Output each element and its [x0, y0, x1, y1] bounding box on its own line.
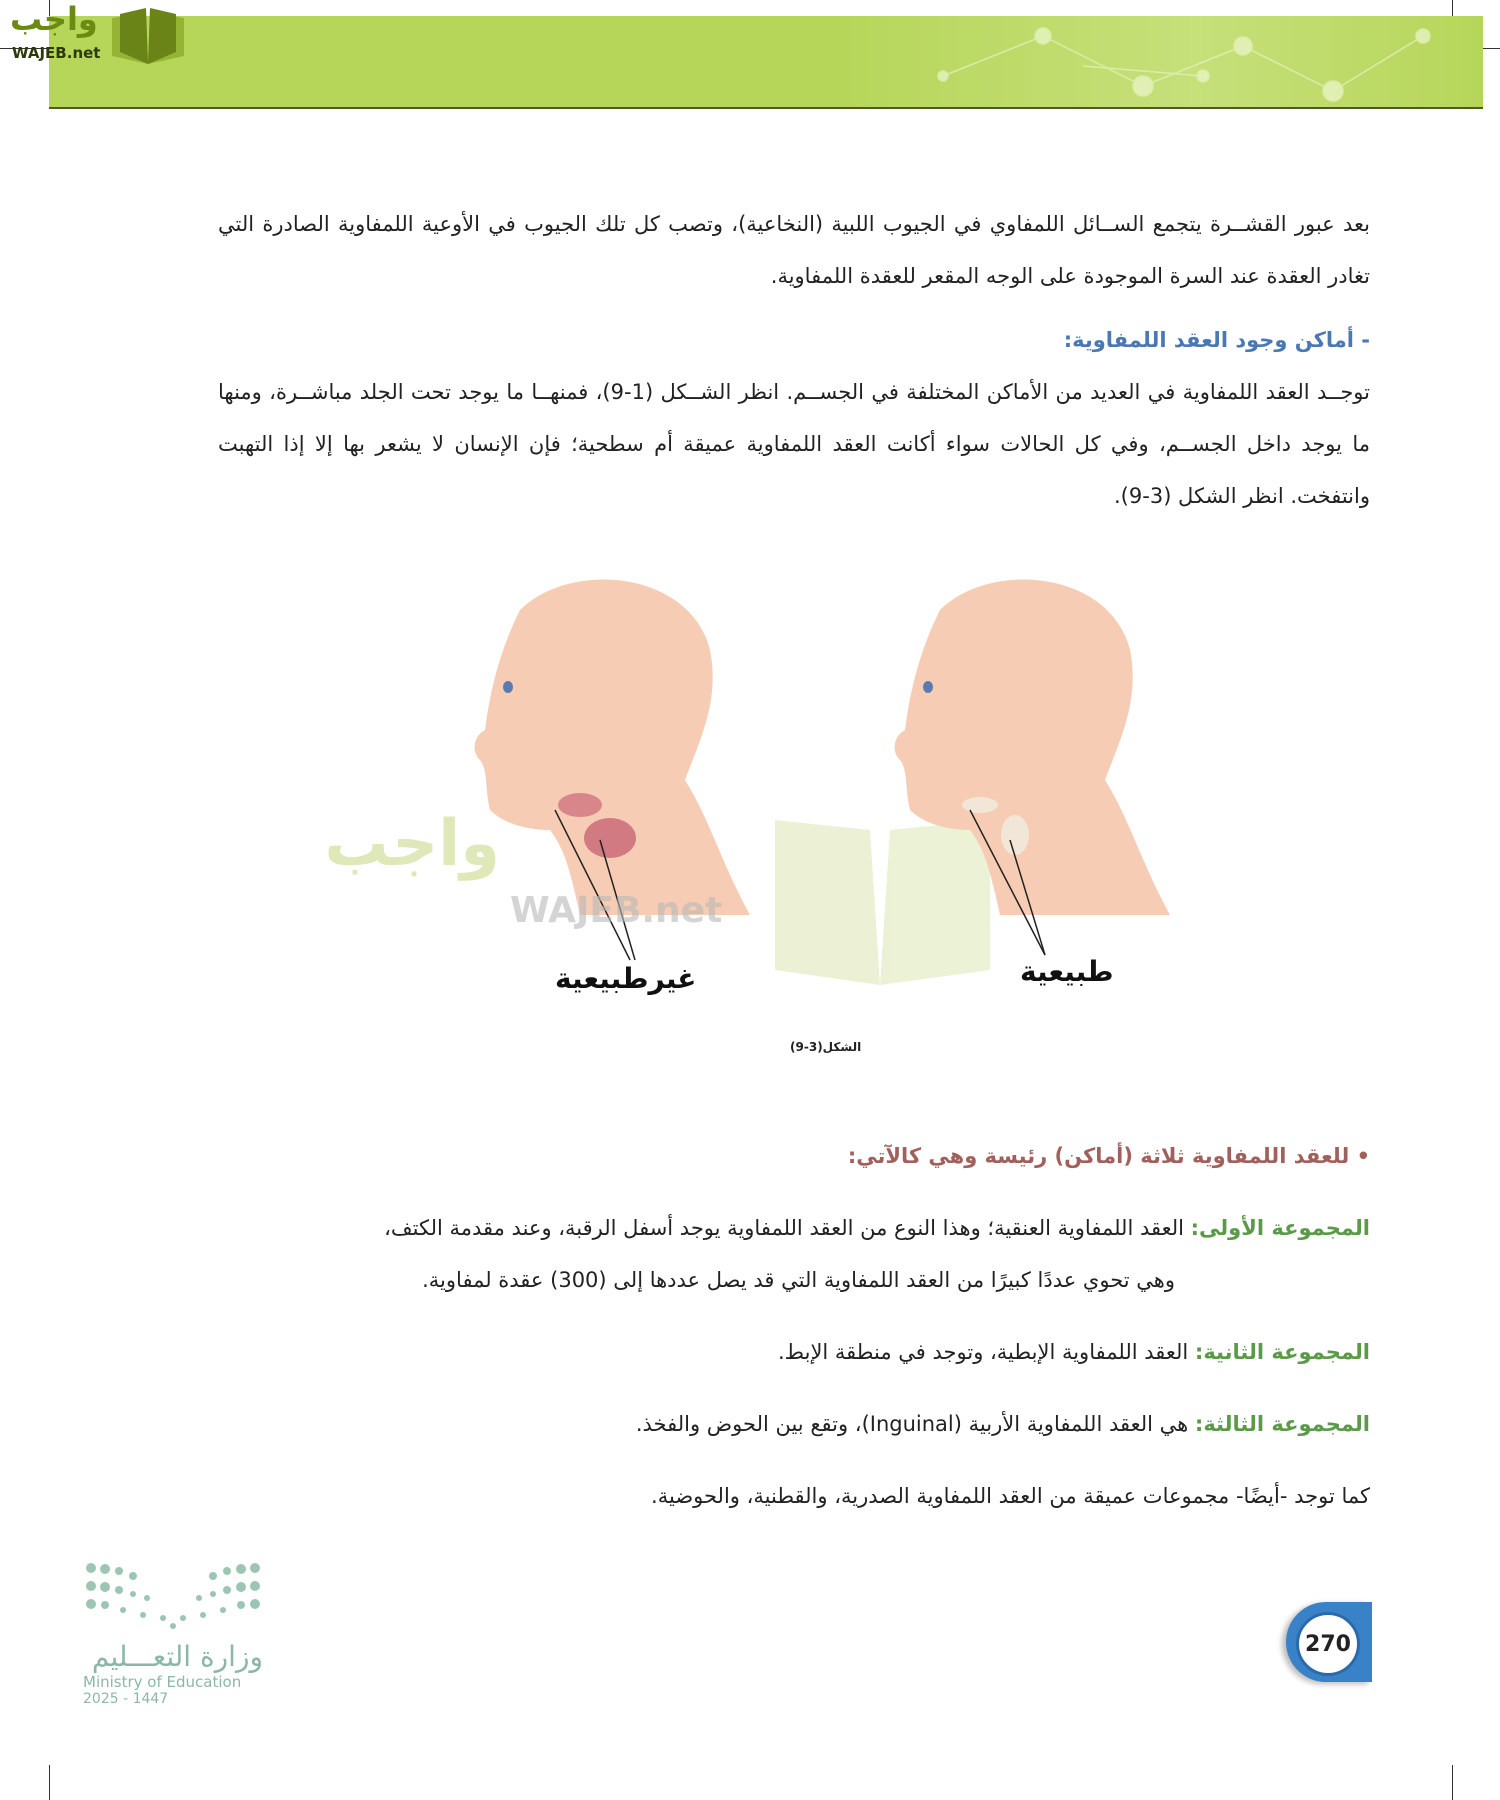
page-number: 270 [1296, 1612, 1360, 1676]
crop-mark [1452, 1765, 1453, 1800]
group-1-text: العقد اللمفاوية العنقية؛ وهذا النوع من العقد اللمفاوية يوجد أسفل الرقبة، وعند مقدمة الكتف، [384, 1216, 1191, 1240]
wajeb-logo-latin: WAJEB.net [12, 44, 101, 62]
network-decoration [883, 16, 1483, 107]
wajeb-logo-arabic: واجب [10, 0, 98, 38]
watermark-book-icon [775, 820, 990, 985]
top-text-column [218, 198, 1370, 522]
ministry-dots-icon [83, 1560, 263, 1630]
bottom-text-column [218, 1130, 1370, 1522]
locations-paragraph: توجــد العقد اللمفاوية في العديد من الأماكن المختلفة في الجســم. انظر الشــكل (1-9)، فمنهــا ما يوجد تحت الجلد مباشــرة، ومنها ما يوجد داخل الجســم، وفي كل الحالات سواء أكانت العقد اللمفاوية عميقة أم سطحية؛ فإن الإنسان لا يشعر بها إلا إذا التهبت وانتفخت. انظر الشكل (3-9). [218, 380, 1370, 508]
wajeb-logo[interactable] [0, 0, 190, 70]
watermark-arabic: واجب [324, 807, 500, 881]
group-1 [218, 1202, 1370, 1254]
group-2 [218, 1326, 1370, 1378]
book-icon [108, 4, 188, 66]
label-abnormal: غيرطبيعية [555, 962, 697, 995]
intro-paragraph: بعد عبور القشــرة يتجمع الســائل اللمفاوي في الجيوب اللبية (النخاعية)، وتصب كل تلك الجيوب في الأوعية اللمفاوية الصادرة التي تغادر العقدة عند السرة الموجودة على الوجه المقعر للعقدة اللمفاوية. [218, 212, 1370, 288]
header-band [49, 16, 1483, 109]
label-normal: طبيعية [1020, 955, 1114, 988]
section-heading-locations: - أماكن وجود العقد اللمفاوية: [1063, 328, 1370, 352]
group-3 [218, 1398, 1370, 1450]
ministry-logo [83, 1560, 273, 1707]
figure-lymph-nodes [324, 570, 1180, 1014]
bullet-heading: • للعقد اللمفاوية ثلاثة (أماكن) رئيسة وهي كالآتي: [847, 1144, 1370, 1168]
group-3-text: هي العقد اللمفاوية الأربية (Inguinal)، وتقع بين الحوض والفخذ. [635, 1412, 1195, 1436]
group-1-label: المجموعة الأولى: [1190, 1216, 1370, 1240]
closing-paragraph: كما توجد -أيضًا- مجموعات عميقة من العقد اللمفاوية الصدرية، والقطنية، والحوضية. [651, 1484, 1370, 1508]
group-1-continuation: وهي تحوي عددًا كبيرًا من العقد اللمفاوية التي قد يصل عددها إلى (300) عقدة لمفاوية. [422, 1268, 1175, 1292]
crop-mark [49, 1765, 50, 1800]
figure-caption: الشكل(3-9) [790, 1040, 862, 1054]
ministry-name-english: Ministry of Education [83, 1673, 242, 1691]
group-2-text: العقد اللمفاوية الإبطية، وتوجد في منطقة الإبط. [777, 1340, 1195, 1364]
watermark-latin: WAJEB.net [510, 890, 723, 931]
group-3-label: المجموعة الثالثة: [1194, 1412, 1370, 1436]
ministry-year: 2025 - 1447 [83, 1691, 169, 1707]
page-number-badge [1286, 1602, 1372, 1682]
group-2-label: المجموعة الثانية: [1194, 1340, 1370, 1364]
neck-illustration [324, 570, 1180, 1010]
ministry-name-arabic: وزارة التعـــليم [91, 1640, 263, 1673]
